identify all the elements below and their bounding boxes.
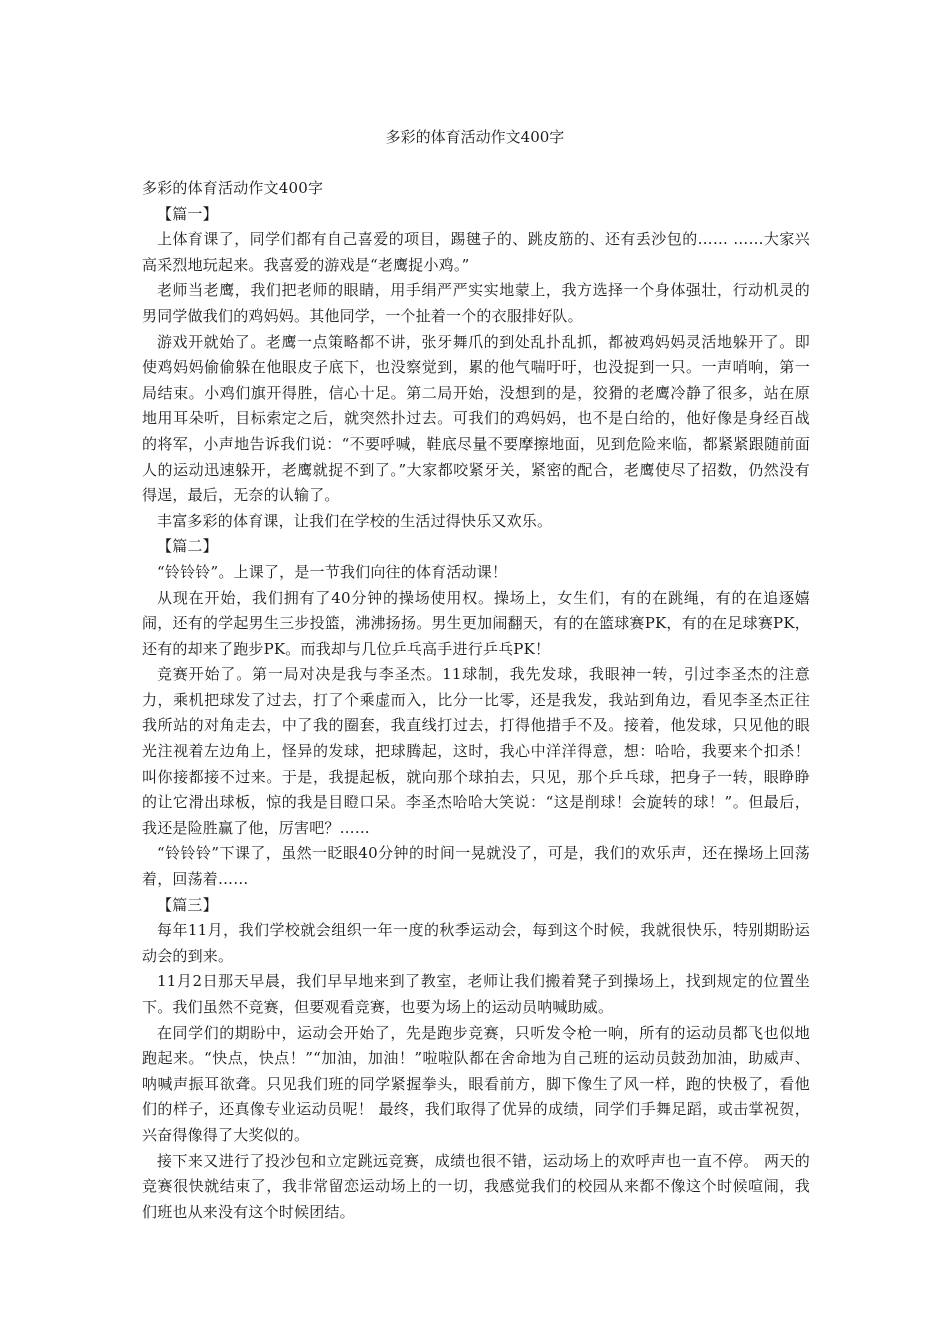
document-title: 多彩的体育活动作文400字 <box>385 128 565 146</box>
paragraph: 接下来又进行了投沙包和立定跳远竞赛，成绩也很不错，运动场上的欢呼声也一直不停。 两天的竞赛很快就结束了，我非常留恋运动场上的一切，我感觉我们的校园从来都不像这个时候喧闹，我们班也从来没有这个时候团结。 <box>142 1151 810 1221</box>
paragraph: “铃铃铃”。上课了，是一节我们向往的体育活动课！ <box>157 562 508 581</box>
section-heading-1: 【篇一】 <box>157 204 218 223</box>
paragraph: 游戏开就始了。老鹰一点策略都不讲，张牙舞爪的到处乱扑乱抓，都被鸡妈妈灵活地躲开了。即使鸡妈妈偷偷躲在他眼皮子底下，也没察觉到，累的他气喘吁吁，也没捉到一只。一声哨响，第一局结束。小鸡们旗开得胜，信心十足。第二局开始，没想到的是，狡猾的老鹰冷静了很多，站在原地用耳朵听，目标索定之后，就突然扑过去。可我们的鸡妈妈，也不是白给的，他好像是身经百战的将军，小声地告诉我们说：“不要呼喊，鞋底尽量不要摩擦地面，见到危险来临，都紧紧跟随前面人的运动迅速躲开，老鹰就捉不到了。”大家都咬紧牙关，紧密的配合，老鹰使尽了招数，仍然没有得逞，最后，无奈的认输了。 <box>142 332 810 505</box>
document-subtitle: 多彩的体育活动作文400字 <box>142 179 324 197</box>
paragraph: 从现在开始，我们拥有了40分钟的操场使用权。操场上，女生们，有的在跳绳，有的在追逐嬉闹，还有的学起男生三步投篮，沸沸扬扬。男生更加闹翻天，有的在篮球赛PK，有的在足球赛PK，还有的却来了跑步PK。而我却与几位乒乓高手进行乒乓PK！ <box>142 588 810 658</box>
document-body <box>142 176 810 1225</box>
section-heading-2: 【篇二】 <box>157 537 218 556</box>
paragraph: “铃铃铃”下课了，虽然一眨眼40分钟的时间一晃就没了，可是，我们的欢乐声，还在操场上回荡着，回荡着…… <box>142 844 810 889</box>
paragraph: 老师当老鹰，我们把老师的眼睛，用手绢严严实实地蒙上，我方选择一个身体强壮，行动机灵的男同学做我们的鸡妈妈。其他同学，一个扯着一个的衣服排好队。 <box>142 281 810 325</box>
section-heading-3: 【篇三】 <box>157 895 218 914</box>
paragraph: 丰富多彩的体育课，让我们在学校的生活过得快乐又欢乐。 <box>157 511 553 530</box>
paragraph: 每年11月，我们学校就会组织一年一度的秋季运动会，每到这个时候，我就很快乐，特别期盼运动会的到来。 <box>142 921 810 965</box>
paragraph: 竞赛开始了。第一局对决是我与李圣杰。11球制，我先发球，我眼神一转，引过李圣杰的注意力，乘机把球发了过去，打了个乘虚而入，比分一比零，还是我发，我站到角边，看见李圣杰正往我所站的对角走去，中了我的圈套，我直线打过去，打得他措手不及。接着，他发球，只见他的眼光注视着左边角上，怪异的发球，把球腾起，这时，我心中洋洋得意，想：哈哈，我要来个扣杀！叫你接都接不过来。于是，我提起板，就向那个球拍去，只见，那个乒乓球，把身子一转，眼睁睁的让它滑出球板，惊的我是目瞪口呆。李圣杰哈哈大笑说：“这是削球！会旋转的球！”。但最后，我还是险胜赢了他，厉害吧？…… <box>142 665 810 837</box>
paragraph: 在同学们的期盼中，运动会开始了，先是跑步竞赛，只听发令枪一响，所有的运动员都飞也似地跑起来。“快点，快点！”“加油，加油！”啦啦队都在舍命地为自己班的运动员鼓劲加油，助威声、呐喊声振耳欲聋。只见我们班的同学紧握拳头，眼看前方，脚下像生了风一样，跑的快极了，看他们的样子，还真像专业运动员呢！ 最终，我们取得了优异的成绩，同学们手舞足蹈，或击掌祝贺，兴奋得像得了大奖似的。 <box>142 1023 810 1144</box>
paragraph: 上体育课了，同学们都有自己喜爱的项目，踢毽子的、跳皮筋的、还有丢沙包的…… ……大家兴高采烈地玩起来。我喜爱的游戏是“老鹰捉小鸡。” <box>142 230 810 274</box>
paragraph: 11月2日那天早晨，我们早早地来到了教室，老师让我们搬着凳子到操场上，找到规定的位置坐下。我们虽然不竞赛，但要观看竞赛，也要为场上的运动员呐喊助威。 <box>142 972 810 1016</box>
